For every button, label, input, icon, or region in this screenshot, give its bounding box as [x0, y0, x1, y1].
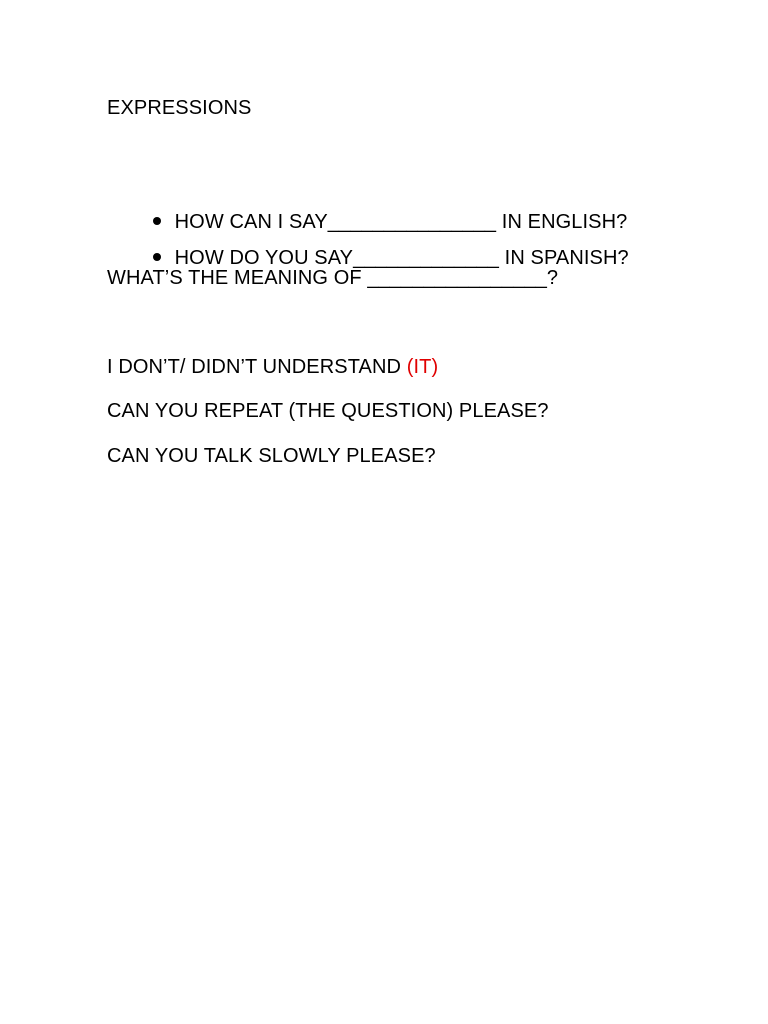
document-heading: EXPRESSIONS	[107, 97, 252, 119]
understand-line	[107, 355, 438, 379]
bullet-text: HOW DO YOU SAY_____________ IN SPANISH?	[174, 247, 629, 269]
bullet-text: HOW CAN I SAY_______________ IN ENGLISH?	[174, 211, 628, 233]
understand-highlight: (IT)	[406, 356, 439, 378]
meaning-line: WHAT’S THE MEANING OF ________________?	[107, 267, 559, 289]
bullet-icon	[153, 253, 161, 261]
slowly-line: CAN YOU TALK SLOWLY PLEASE?	[107, 445, 436, 467]
repeat-line: CAN YOU REPEAT (THE QUESTION) PLEASE?	[107, 400, 549, 422]
understand-text: I DON’T/ DIDN’T UNDERSTAND	[107, 356, 407, 378]
